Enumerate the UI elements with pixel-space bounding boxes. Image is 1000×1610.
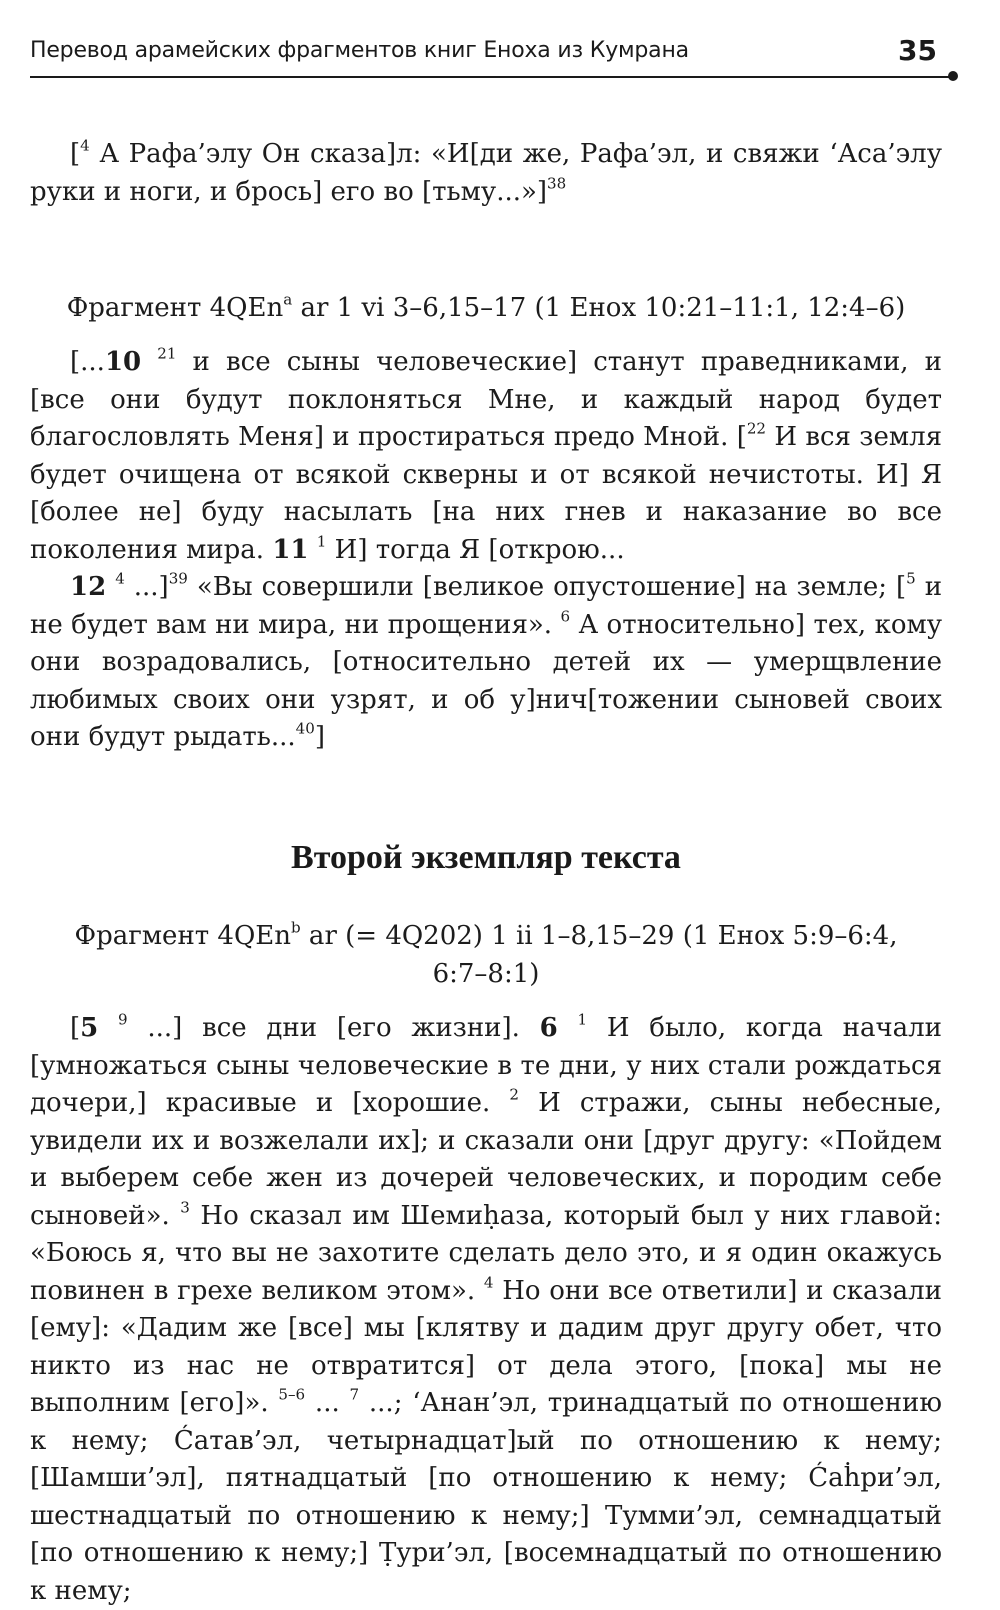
- top-paragraph: [30, 136, 942, 211]
- text: [309, 535, 317, 565]
- verse-number: 4: [115, 569, 125, 588]
- page-number: 35: [898, 34, 937, 67]
- footnote-ref: 40: [295, 719, 315, 738]
- verse-number: 22: [746, 419, 767, 438]
- text: [558, 1013, 578, 1043]
- verse-number: 1: [577, 1010, 588, 1029]
- verse-number: 9: [118, 1010, 128, 1029]
- verse-number: 4: [80, 136, 90, 155]
- text: и не будет вам ни мира, ни прощения».: [30, 572, 943, 640]
- text: ...: [305, 1388, 350, 1418]
- footnote-ref: 38: [547, 174, 567, 193]
- chapter-number: 12: [70, 572, 107, 602]
- running-header: [30, 36, 945, 76]
- verse-number: 1: [316, 532, 327, 551]
- fragment2-paragraph: [30, 1010, 942, 1610]
- verse-number: 7: [349, 1385, 360, 1404]
- header-rule-dot: [948, 71, 958, 81]
- verse-number: 3: [180, 1198, 190, 1217]
- header-rule: [30, 76, 952, 78]
- text: ]: [314, 722, 326, 752]
- text: ar 1 vi 3–6,15–17 (1 Енох 10:21–11:1, 12:4–6): [292, 293, 906, 323]
- verse-number: 21: [157, 344, 177, 363]
- verse-number: 5–6: [278, 1385, 306, 1404]
- text: ...]: [124, 572, 169, 602]
- text: [...: [70, 347, 105, 377]
- verse-number: 2: [509, 1085, 519, 1104]
- fragment1-paragraph-1: [30, 344, 942, 569]
- text: Но сказал им Шемиḥаза, который был у них главой: «Боюсь я, что вы не захотите сделать дело это, и я один окажусь повинен в грехе великом этом».: [30, 1200, 942, 1306]
- fragment-title: [30, 290, 942, 328]
- verse-number: 4: [483, 1273, 494, 1292]
- text: ...; ‘Анан’эл, тринадцатый по отношению к нему; Ćатав’эл, четырнадцат]ый по отношению к нему; [Шамши’эл], пятнадцатый [по отношению к нему; Ćаḣри’эл, шестнадцатый по отношению к нему;] Тумми’эл, семнадцатый [по отношению к нему;] Ṭури’эл, [восемнадцатый по отношению к нему;: [30, 1388, 942, 1606]
- text: И стражи, сыны небесные, увидели их и возжелали их]; и сказали они [друг другу: «Пойдем и выберем себе жен из дочерей человеческих, и породим себе сыновей».: [30, 1088, 942, 1231]
- text: А относительно] тех, кому они возрадовались, [относительно детей их — умерщвление любимых своих они узрят, и об у]нич[тожении сыновей своих они будут рыдать...: [30, 609, 942, 752]
- fragment1-paragraph-2: [30, 569, 942, 757]
- chapter-number: 5: [80, 1013, 99, 1043]
- chapter-number: 10: [104, 347, 142, 377]
- running-title: Перевод арамейских фрагментов книг Еноха из Кумрана: [30, 38, 689, 63]
- text: и все сыны человеческие] станут праведниками, и [все они будут поклоняться Мне, и каждый народ будет благословлять Меня] и простираться предо Мной. [: [30, 347, 942, 452]
- verse-number: 6: [560, 607, 571, 626]
- text: Фрагмент 4QEn: [66, 293, 284, 323]
- text: [: [70, 139, 81, 169]
- section-heading: Второй экземпляр текста: [291, 839, 681, 876]
- footnote-ref: 39: [168, 569, 188, 588]
- fragment-title: [30, 918, 942, 993]
- text: А Рафа’элу Он сказа]л: «И[ди же, Рафа’эл, и свяжи ‘Аса’элу руки и ноги, и брось] его во [тьму...»]: [30, 139, 942, 207]
- text: [: [70, 1013, 81, 1043]
- verse-number: 5: [906, 569, 916, 588]
- text: [141, 347, 157, 377]
- text: [98, 1013, 118, 1043]
- text: ...] все дни [его жизни].: [127, 1013, 540, 1043]
- text: ar (= 4Q202) 1 ii 1–8,15–29 (1 Енох 5:9–6:4, 6:7–8:1): [300, 921, 898, 989]
- text: И] тогда Я [открою...: [326, 534, 625, 565]
- chapter-number: 6: [539, 1013, 558, 1043]
- text: Но они все ответили] и сказали [ему]: «Дадим же [все] мы [клятву и дадим друг другу обет, что никто из нас не отвратится] от дела этого, [пока] мы не выполним [его]».: [30, 1275, 942, 1418]
- text: «Вы совершили [великое опустошение] на земле; [: [187, 572, 907, 602]
- text: [106, 572, 115, 602]
- text: Фрагмент 4QEn: [74, 921, 292, 951]
- chapter-number: 11: [272, 534, 309, 565]
- manuscript-siglum: b: [291, 918, 301, 937]
- manuscript-siglum: a: [283, 290, 293, 309]
- text: И было, когда начали [умножаться сыны человеческие в те дни, у них стали рождаться дочери,] красивые и [хорошие.: [30, 1013, 943, 1118]
- text: И вся земля будет очищена от всякой скверны и от всякой нечистоты. И] Я [более не] буду насылать [на них гнев и наказание во все поколения мира.: [30, 422, 942, 565]
